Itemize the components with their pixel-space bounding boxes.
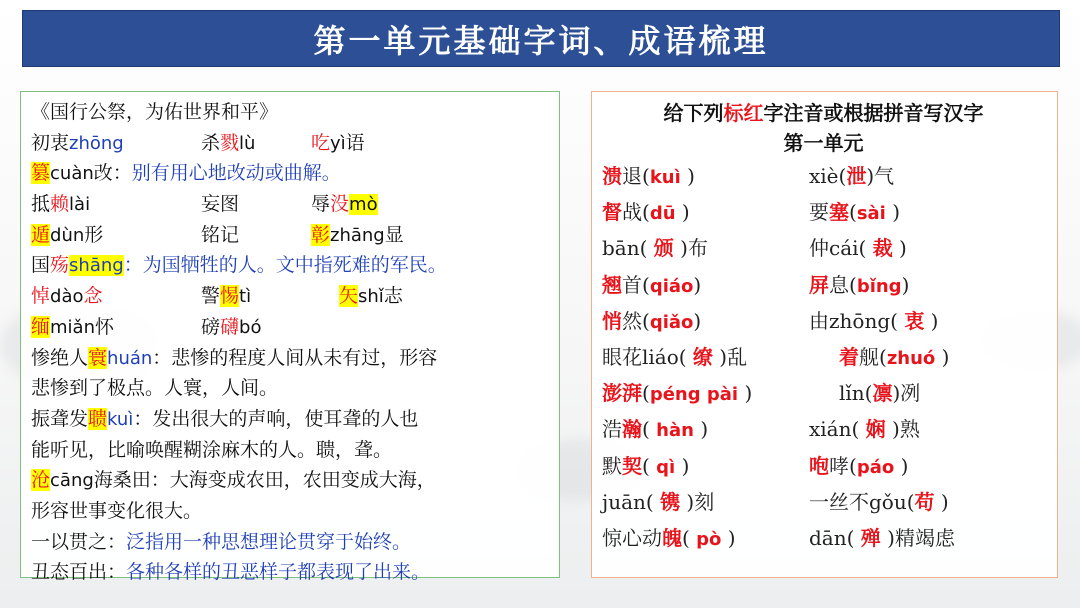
pinyin: shāng (69, 255, 124, 277)
definition: ：发出很大的声响，使耳聋的人也 (133, 407, 419, 430)
exercise-text: ) (930, 308, 939, 333)
vocab-word: 一以贯之： (31, 530, 127, 553)
answer-char: 衷 (904, 308, 925, 333)
exercise-text: 息( (829, 272, 857, 297)
exercise-panel (591, 91, 1058, 578)
vocab-word: 海桑田： (93, 469, 170, 492)
key-char: 吃 (311, 131, 331, 154)
exercise-text: ) (693, 308, 702, 333)
exercise-text: ) (900, 453, 909, 478)
answer-pinyin: zhuó (886, 347, 936, 369)
page-title: 第一单元基础字词、成语梳理 (313, 21, 769, 60)
exercise-text: lǐn( (839, 381, 873, 406)
pinyin: lài (69, 194, 91, 216)
answer-char: 凛 (872, 381, 893, 406)
answer-char: 缭 (692, 344, 713, 369)
answer-pinyin: dū (649, 203, 676, 225)
target-char: 魄 (662, 525, 682, 550)
exercise-text: )刻 (686, 489, 715, 514)
exercise-text: ( (642, 453, 650, 478)
vocab-row (31, 557, 549, 588)
key-char: 惕 (220, 285, 240, 308)
key-char: 聩 (88, 407, 108, 430)
exercise-text: ) (901, 272, 910, 297)
pinyin: bó (239, 316, 262, 338)
key-char: 赖 (50, 193, 70, 216)
exercise-text: 惊心动 (602, 525, 662, 550)
answer-pinyin: páo (856, 456, 895, 478)
target-char: 溃 (602, 164, 622, 188)
answer-pinyin: péng pài (649, 384, 739, 406)
key-char: 缅 (31, 315, 51, 338)
vocab-word: 语 (345, 131, 365, 154)
exercise-text: ) (941, 344, 950, 369)
exercise-text: )冽 (892, 381, 921, 406)
exercise-heading (602, 98, 1045, 128)
pinyin: dùn (50, 224, 85, 246)
exercise-text: ( (849, 200, 857, 225)
target-char: 契 (622, 453, 642, 478)
vocab-word: 振聋发 (31, 407, 89, 430)
vocab-row (31, 404, 549, 435)
exercise-text: ) (687, 164, 695, 188)
exercise-text: 哮( (829, 453, 857, 478)
exercise-text: ( (642, 381, 650, 406)
exercise-text: ) (744, 381, 753, 406)
vocab-row (31, 158, 549, 189)
pinyin: tì (239, 286, 252, 308)
answer-pinyin: bǐng (856, 275, 902, 297)
pinyin: lù (239, 132, 256, 154)
key-char: 矢 (339, 285, 359, 308)
key-char: 没 (330, 193, 350, 216)
lesson-title: 《国行公祭，为佑世界和平》 (31, 101, 279, 123)
vocab-word: 辱 (311, 193, 331, 216)
vocab-row (31, 128, 549, 159)
exercise-text: 眼花liáo( (602, 344, 687, 369)
exercise-text: 由zhōng( (809, 308, 898, 333)
target-char: 督 (602, 200, 622, 225)
target-char: 澎湃 (602, 381, 642, 406)
exercise-text: 仲cái( (809, 236, 867, 261)
exercise-text: xián( (809, 417, 860, 442)
exercise-row (602, 339, 1045, 375)
vocab-word: 显 (384, 223, 404, 246)
vocab-row (31, 465, 549, 496)
exercise-text: ) (940, 489, 949, 514)
exercise-text: ) (693, 272, 702, 297)
exercise-text: dān( (809, 525, 855, 550)
pinyin: shǐ (358, 286, 384, 308)
answer-char: 颁 (653, 236, 674, 261)
key-char: 戮 (220, 131, 240, 154)
heading-text: 字注音或根据拼音写汉字 (763, 101, 984, 125)
definition: 泛指用一种思想理论贯穿于始终。 (126, 530, 412, 553)
target-char: 塞 (829, 200, 849, 225)
exercise-text: 浩 (602, 417, 622, 442)
vocab-row (31, 189, 549, 220)
vocab-word: 初衷 (31, 131, 70, 154)
definition: 大海变成农田，农田变成大海， (169, 469, 436, 492)
exercise-row (602, 484, 1045, 520)
vocab-word: 磅 (201, 315, 221, 338)
exercise-text: ) (700, 417, 709, 442)
exercise-text: juān( (602, 489, 654, 514)
answer-char: 娴 (865, 417, 886, 442)
vocab-word: 抵 (31, 193, 51, 216)
answer-pinyin: sài (856, 203, 886, 225)
key-char: 寰 (88, 346, 108, 369)
vocab-word: 形 (84, 223, 104, 246)
heading-highlight: 标红 (723, 101, 764, 125)
title-banner (22, 10, 1060, 67)
key-char: 篡 (31, 162, 51, 185)
pinyin: zhāng (330, 224, 385, 246)
vocab-row (31, 250, 549, 281)
answer-pinyin: kuì (649, 167, 681, 188)
vocab-row (31, 220, 549, 251)
exercise-text: )布 (680, 236, 708, 261)
vocab-word: 杀 (201, 131, 221, 154)
answer-char: 裁 (872, 236, 893, 261)
exercise-text: )气 (866, 164, 895, 188)
key-char: 殇 (50, 254, 70, 277)
target-char: 瀚 (622, 417, 642, 442)
answer-pinyin: qì (656, 456, 676, 478)
vocab-word: 国 (31, 254, 51, 277)
exercise-row (602, 448, 1045, 484)
exercise-text: ) (899, 236, 907, 261)
exercise-text: ) (892, 200, 901, 225)
exercise-text: ) (681, 200, 690, 225)
vocab-word: 警 (201, 285, 221, 308)
target-char: 悄 (602, 308, 622, 333)
exercise-row (602, 267, 1045, 303)
exercise-row (602, 158, 1045, 194)
exercise-text: ( (642, 417, 650, 442)
definition-continued: 悲惨到了极点。人寰，人间。 (31, 377, 279, 400)
exercise-text: 舰( (859, 344, 887, 369)
pinyin: mò (349, 194, 378, 216)
vocab-word: 铭记 (201, 223, 240, 246)
pinyin: yì (330, 132, 346, 154)
exercise-text: ) (727, 525, 736, 550)
exercise-text: ) (681, 453, 690, 478)
definition-continued: 能听见，比喻唤醒糊涂麻木的人。聩，聋。 (31, 438, 393, 461)
target-char: 咆 (809, 453, 829, 478)
key-char: 彰 (311, 223, 331, 246)
exercise-text: 退( (622, 164, 650, 188)
exercise-subheading: 第一单元 (783, 131, 864, 155)
exercise-text: bān( (602, 236, 648, 261)
key-char: 念 (83, 285, 103, 308)
key-char: 沧 (31, 469, 51, 492)
definition: 别有用心地改动或曲解。 (131, 162, 341, 185)
exercise-text: )精竭虑 (887, 525, 955, 550)
exercise-text: 战( (622, 200, 650, 225)
vocab-word: 怀 (95, 315, 115, 338)
pinyin: dào (50, 286, 84, 308)
exercise-row (602, 375, 1045, 411)
exercise-text: )熟 (892, 417, 920, 442)
exercise-row (602, 194, 1045, 230)
pinyin: kuì (107, 408, 134, 430)
pinyin: cāng (50, 470, 94, 492)
answer-char: 苟 (914, 489, 935, 514)
exercise-row (602, 303, 1045, 339)
definition: 各种各样的丑恶样子都表现了出来。 (126, 561, 431, 584)
vocab-word: 惨绝人 (31, 346, 89, 369)
answer-pinyin: qiǎo (649, 311, 694, 333)
target-char: 着 (839, 344, 859, 369)
exercise-text: xiè( (809, 164, 847, 188)
exercise-text: 要 (809, 200, 829, 225)
answer-char: 镌 (660, 489, 681, 514)
vocab-row (31, 527, 549, 558)
vocab-word: 志 (383, 285, 403, 308)
answer-char: 殚 (860, 525, 881, 550)
vocab-word: 妄图 (201, 193, 240, 216)
answer-char: 泄 (846, 164, 867, 188)
definition: ：悲惨的程度人间从未有过，形容 (152, 346, 438, 369)
answer-pinyin: pò (696, 528, 722, 550)
exercise-text: 一丝不gǒu( (809, 489, 915, 514)
pinyin: zhōng (69, 132, 124, 154)
exercise-text: 首( (622, 272, 650, 297)
pinyin: cuàn (50, 163, 94, 185)
key-char: 礴 (220, 315, 240, 338)
vocab-word: 丑态百出： (31, 561, 127, 584)
heading-text: 给下列 (663, 101, 724, 125)
pinyin: huán (107, 347, 153, 369)
exercise-text: 然( (622, 308, 650, 333)
exercise-text: 默 (602, 453, 622, 478)
exercise-row (602, 411, 1045, 447)
definition: ：为国牺牲的人。文中指死难的军民。 (123, 254, 447, 277)
pinyin: miǎn (50, 316, 95, 338)
target-char: 翘 (602, 272, 622, 297)
answer-pinyin: hàn (656, 420, 694, 442)
vocabulary-notes-panel (20, 91, 560, 584)
exercise-text: )乱 (719, 344, 748, 369)
exercise-row (602, 520, 1045, 556)
target-char: 屏 (809, 272, 829, 297)
answer-pinyin: qiáo (649, 275, 694, 297)
key-char: 悼 (31, 285, 51, 308)
key-char: 遁 (31, 223, 51, 246)
vocab-row (31, 281, 549, 312)
definition-continued: 形容世事变化很大。 (31, 499, 203, 522)
vocab-row (31, 343, 549, 374)
vocab-word: 改： (93, 162, 132, 185)
exercise-row (602, 230, 1045, 266)
exercise-text: ( (682, 525, 690, 550)
vocab-row (31, 312, 549, 343)
